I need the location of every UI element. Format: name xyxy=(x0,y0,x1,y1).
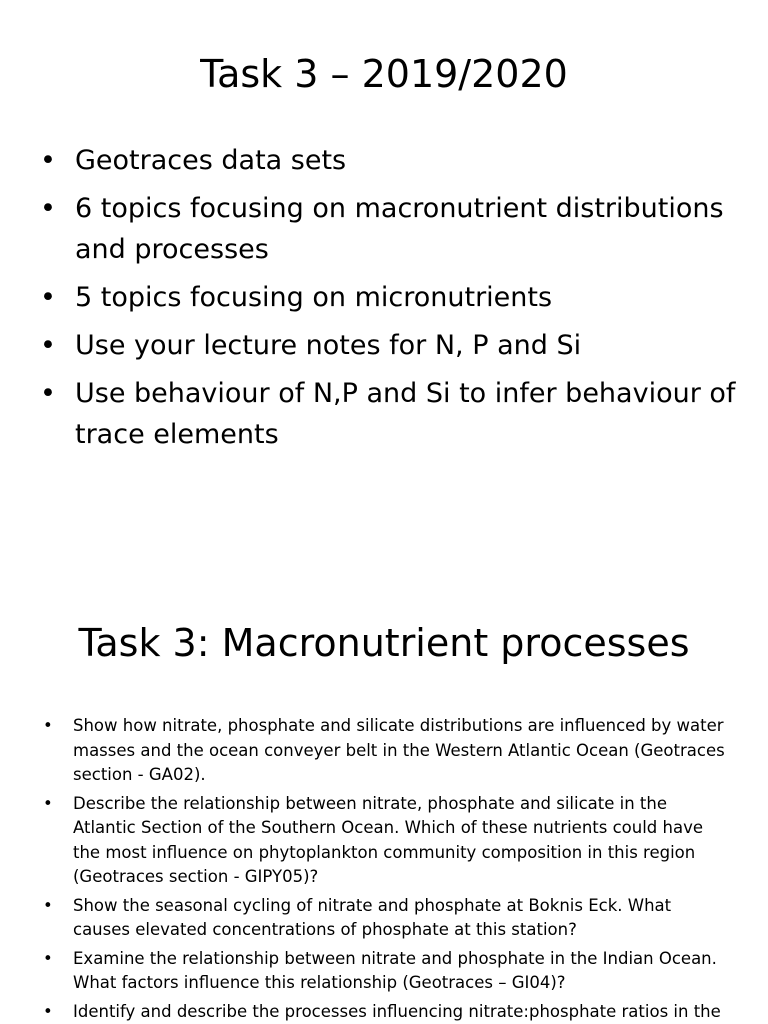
list-item xyxy=(43,894,733,943)
list-item-text: Describe the relationship between nitrate, phosphate and silicate in the Atlantic Section of the Southern Ocean. Which of these nutrients could have the most influence on phytoplankton community composition in this region (Geotraces section - GIPY05)? xyxy=(73,793,704,886)
list-item xyxy=(43,947,733,996)
list-item-text: Geotraces data sets xyxy=(75,145,347,176)
list-item-text: Use your lecture notes for N, P and Si xyxy=(75,330,582,361)
bullet-icon: • xyxy=(43,1001,53,1021)
list-item-text: 5 topics focusing on micronutrients xyxy=(75,282,553,313)
list-item xyxy=(43,792,733,890)
list-item xyxy=(43,1000,733,1024)
bullet-icon: • xyxy=(43,793,53,813)
list-item xyxy=(40,277,740,318)
bullet-icon: • xyxy=(43,716,53,735)
list-item-text: Use behaviour of N,P and Si to infer behaviour of trace elements xyxy=(75,378,736,450)
slide-title: Task 3 – 2019/2020 xyxy=(200,52,568,96)
bullet-icon: • xyxy=(40,330,56,361)
bullet-icon: • xyxy=(43,895,53,915)
list-item xyxy=(40,188,740,270)
bullet-icon: • xyxy=(40,193,56,224)
list-item xyxy=(43,714,733,788)
bullet-icon: • xyxy=(40,282,56,313)
list-item-text: Examine the relationship between nitrate and phosphate in the Indian Ocean. What factors influence this relationship (Geotraces – GI04)? xyxy=(73,948,717,992)
slide-macronutrient-processes xyxy=(0,592,768,1024)
bullet-icon: • xyxy=(40,145,56,176)
list-item xyxy=(40,140,740,181)
bullet-list xyxy=(43,714,733,1024)
bullet-icon: • xyxy=(40,378,56,409)
bullet-icon: • xyxy=(43,948,53,968)
list-item xyxy=(40,325,740,366)
bullet-list xyxy=(40,140,740,462)
list-item-text: 6 topics focusing on macronutrient distributions and processes xyxy=(75,193,724,265)
list-item xyxy=(40,373,740,455)
list-item-text: Show the seasonal cycling of nitrate and phosphate at Boknis Eck. What causes elevated concentrations of phosphate at this station? xyxy=(73,895,672,939)
list-item-text: Identify and describe the processes influencing nitrate:phosphate ratios in the xyxy=(73,1001,721,1021)
slide-title: Task 3: Macronutrient processes xyxy=(78,621,690,665)
list-item-text: Show how nitrate, phosphate and silicate distributions are influenced by water masses and the ocean conveyer belt in the Western Atlantic Ocean (Geotraces section - GA02). xyxy=(73,716,725,784)
